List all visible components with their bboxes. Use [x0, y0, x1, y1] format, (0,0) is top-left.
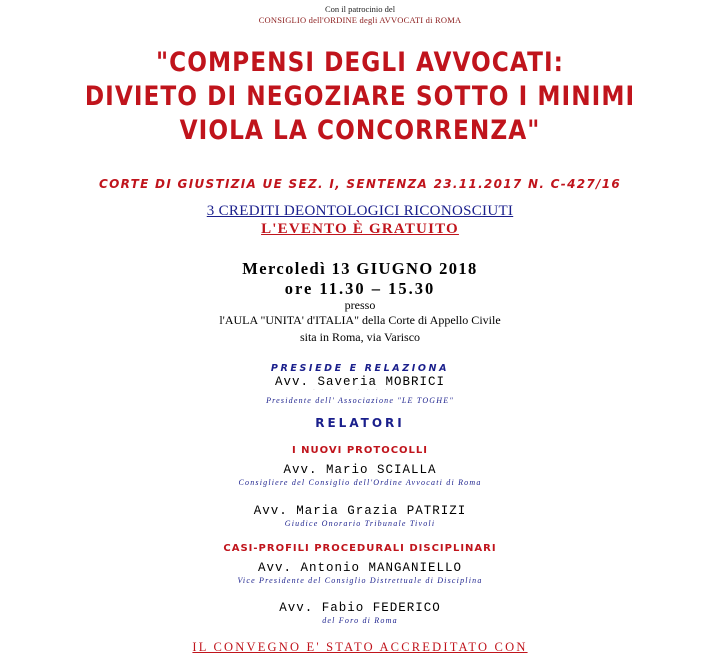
- session-title-2: CASI-PROFILI PROCEDURALI DISCIPLINARI: [223, 543, 497, 554]
- accreditation-notice: IL CONVEGNO E' STATO ACCREDITATO CON: [192, 640, 528, 654]
- session-title-1: I NUOVI PROTOCOLLI: [291, 445, 429, 456]
- speaker-name: Avv. Mario SCIALLA: [283, 463, 437, 477]
- speaker-role: Giudice Onorario Tribunale Tivoli: [284, 519, 436, 528]
- event-date: Mercoledì 13 GIUGNO 2018: [242, 259, 478, 278]
- patronage-line1: Con il patrocinio del: [324, 4, 396, 14]
- event-presso: presso: [344, 298, 376, 312]
- speaker-name: Avv. Fabio FEDERICO: [279, 601, 441, 615]
- title-line2: DIVIETO DI NEGOZIARE SOTTO I MINIMI: [84, 81, 636, 112]
- speaker-role: Consigliere del Consiglio dell'Ordine Avvocati di Roma: [238, 478, 482, 487]
- speaker-role: del Foro di Roma: [322, 616, 398, 625]
- credits-notice: 3 CREDITI DEONTOLOGICI RICONOSCIUTI: [206, 203, 514, 219]
- chair-faint-line: · · · · · · · · · · ·: [313, 388, 407, 393]
- speaker-name: Avv. Antonio MANGANIELLO: [257, 561, 463, 575]
- speaker-role: Vice Presidente del Consiglio Distrettuale di Disciplina: [237, 576, 483, 585]
- chair-name: Avv. Saveria MOBRICI: [274, 375, 446, 389]
- chair-heading: PRESIEDE E RELAZIONA: [270, 363, 450, 374]
- speaker-name: Avv. Maria Grazia PATRIZI: [253, 504, 467, 518]
- event-street: sita in Roma, via Varisco: [299, 330, 421, 344]
- court-reference: CORTE DI GIUSTIZIA UE SEZ. I, SENTENZA 23.11.2017 N. C-427/16: [98, 177, 622, 191]
- chair-role: Presidente dell' Associazione "LE TOGHE": [266, 396, 454, 405]
- title-line3: VIOLA LA CONCORRENZA": [179, 115, 541, 146]
- patronage-line2: CONSIGLIO dell'ORDINE degli AVVOCATI di ROMA: [258, 15, 462, 25]
- title-line1: "COMPENSI DEGLI AVVOCATI:: [156, 47, 564, 78]
- free-event-notice: L'EVENTO È GRATUITO: [261, 221, 459, 237]
- event-time: ore 11.30 – 15.30: [284, 279, 436, 298]
- speakers-heading: RELATORI: [315, 416, 405, 430]
- event-venue: l'AULA "UNITA' d'ITALIA" della Corte di Appello Civile: [219, 313, 501, 327]
